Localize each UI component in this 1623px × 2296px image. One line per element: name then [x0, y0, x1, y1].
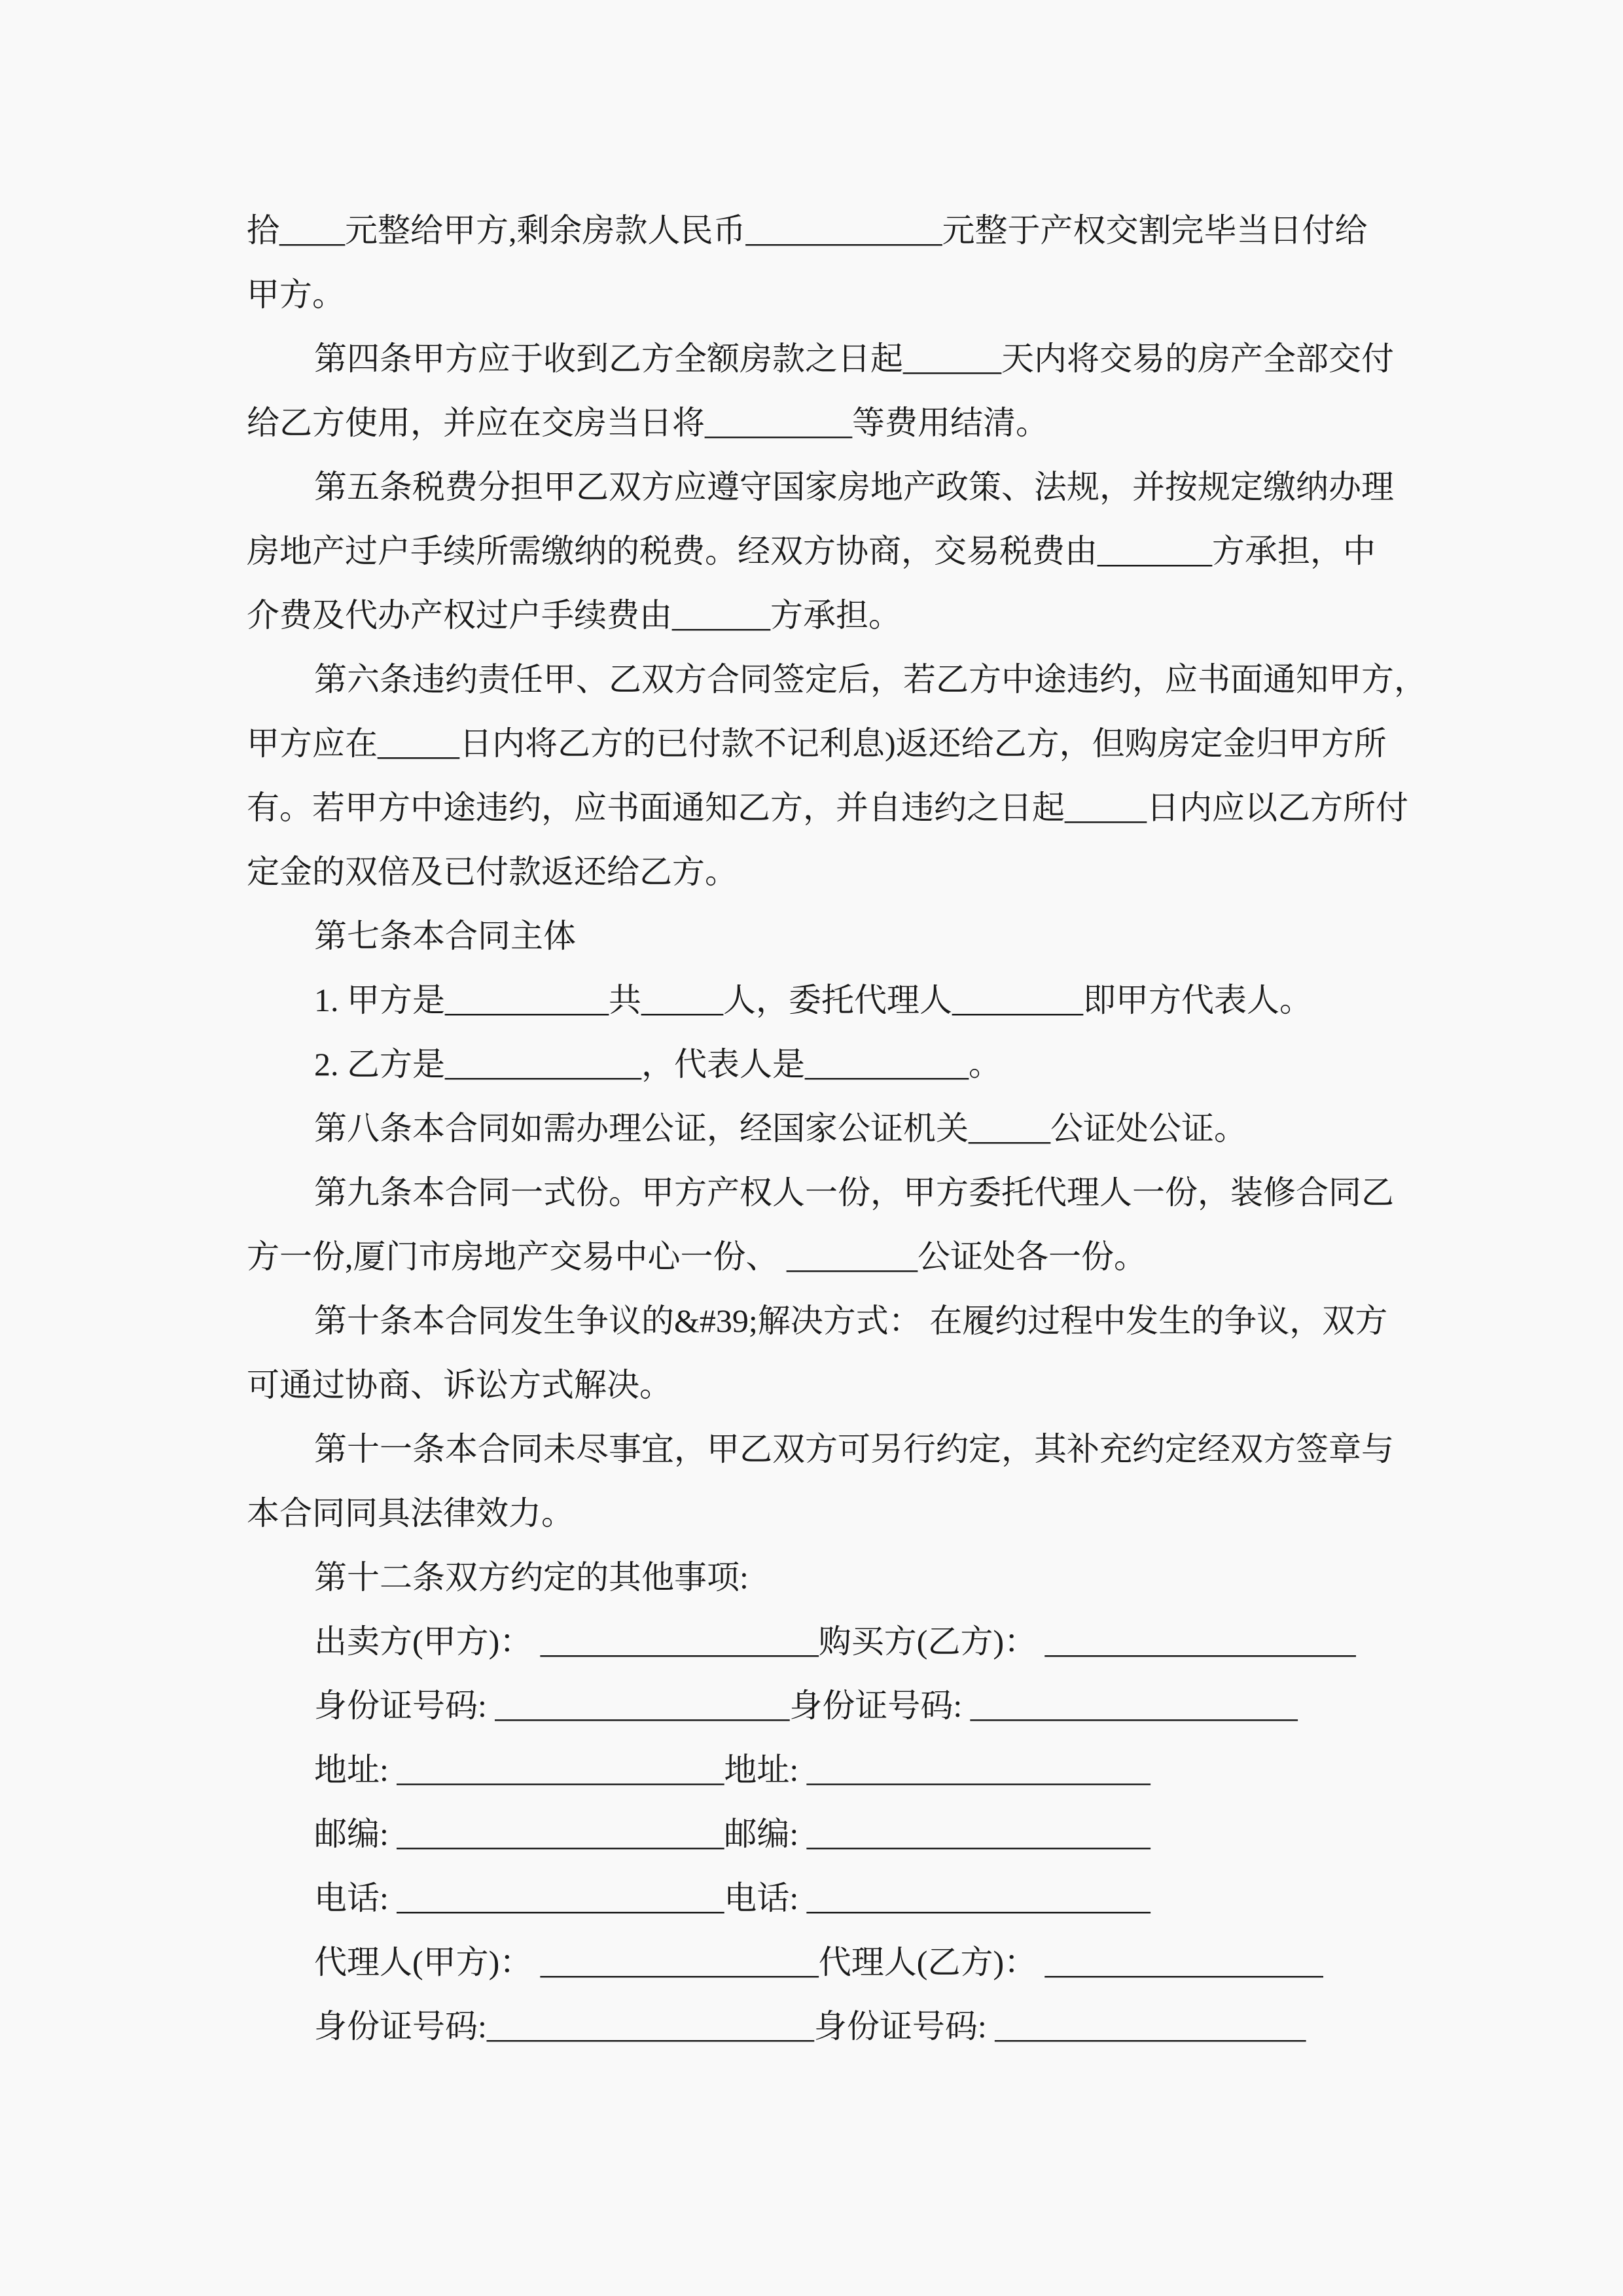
contract-line: 邮编: ____________________邮编: _____________________ [314, 1816, 1150, 1852]
contract-line: 第九条本合同一式份。甲方产权人一份，甲方委托代理人一份，装修合同乙 [314, 1174, 1394, 1211]
contract-line: 有。若甲方中途违约，应书面通知乙方，并自违约之日起_____日内应以乙方所付 [247, 789, 1408, 826]
contract-line: 身份证号码: __________________身份证号码: ____________________ [314, 1687, 1298, 1724]
contract-line: 定金的双倍及已付款返还给乙方。 [247, 853, 738, 890]
contract-line: 第六条违约责任甲、乙双方合同签定后，若乙方中途违约，应书面通知甲方， [314, 661, 1427, 698]
contract-line: 给乙方使用，并应在交房当日将_________等费用结清。 [247, 404, 1048, 441]
contract-line: 第八条本合同如需办理公证，经国家公证机关_____公证处公证。 [314, 1110, 1247, 1147]
contract-line: 地址: ____________________地址: _____________________ [314, 1751, 1150, 1788]
contract-line: 甲方应在_____日内将乙方的已付款不记利息)返还给乙方，但购房定金归甲方所 [247, 725, 1387, 762]
contract-line: 2. 乙方是____________，代表人是__________。 [314, 1046, 1001, 1083]
contract-line: 第十一条本合同未尽事宜，甲乙双方可另行约定，其补充约定经双方签章与 [314, 1431, 1394, 1467]
contract-line: 介费及代办产权过户手续费由______方承担。 [247, 597, 901, 634]
contract-line: 第五条税费分担甲乙双方应遵守国家房地产政策、法规，并按规定缴纳办理 [314, 469, 1394, 505]
contract-line: 代理人(甲方)： _________________代理人(乙方)： _________________ [314, 1944, 1323, 1981]
contract-line: 本合同同具法律效力。 [247, 1495, 574, 1532]
contract-line: 方一份,厦门市房地产交易中心一份、 ________公证处各一份。 [247, 1238, 1147, 1275]
contract-line: 房地产过户手续所需缴纳的税费。经双方协商，交易税费由_______方承担，中 [247, 533, 1376, 569]
contract-line: 电话: ____________________电话: _____________________ [314, 1880, 1150, 1916]
contract-body-text [247, 198, 1427, 2058]
contract-line: 第十条本合同发生争议的&#39;解决方式： 在履约过程中发生的争议，双方 [314, 1302, 1388, 1339]
contract-line: 出卖方(甲方)： _________________购买方(乙方)： ___________________ [314, 1623, 1356, 1660]
contract-line: 第十二条双方约定的其他事项: [314, 1559, 749, 1596]
contract-line: 甲方。 [247, 276, 345, 313]
contract-line: 拾____元整给甲方,剩余房款人民币____________元整于产权交割完毕当日付给 [247, 212, 1368, 249]
contract-line: 第四条甲方应于收到乙方全额房款之日起______天内将交易的房产全部交付 [314, 340, 1394, 377]
contract-line: 第七条本合同主体 [314, 918, 576, 954]
contract-line: 1. 甲方是__________共_____人，委托代理人________即甲方代表人。 [314, 982, 1312, 1018]
contract-line: 身份证号码:____________________身份证号码: ___________________ [314, 2008, 1306, 2045]
contract-line: 可通过协商、诉讼方式解决。 [247, 1367, 672, 1403]
